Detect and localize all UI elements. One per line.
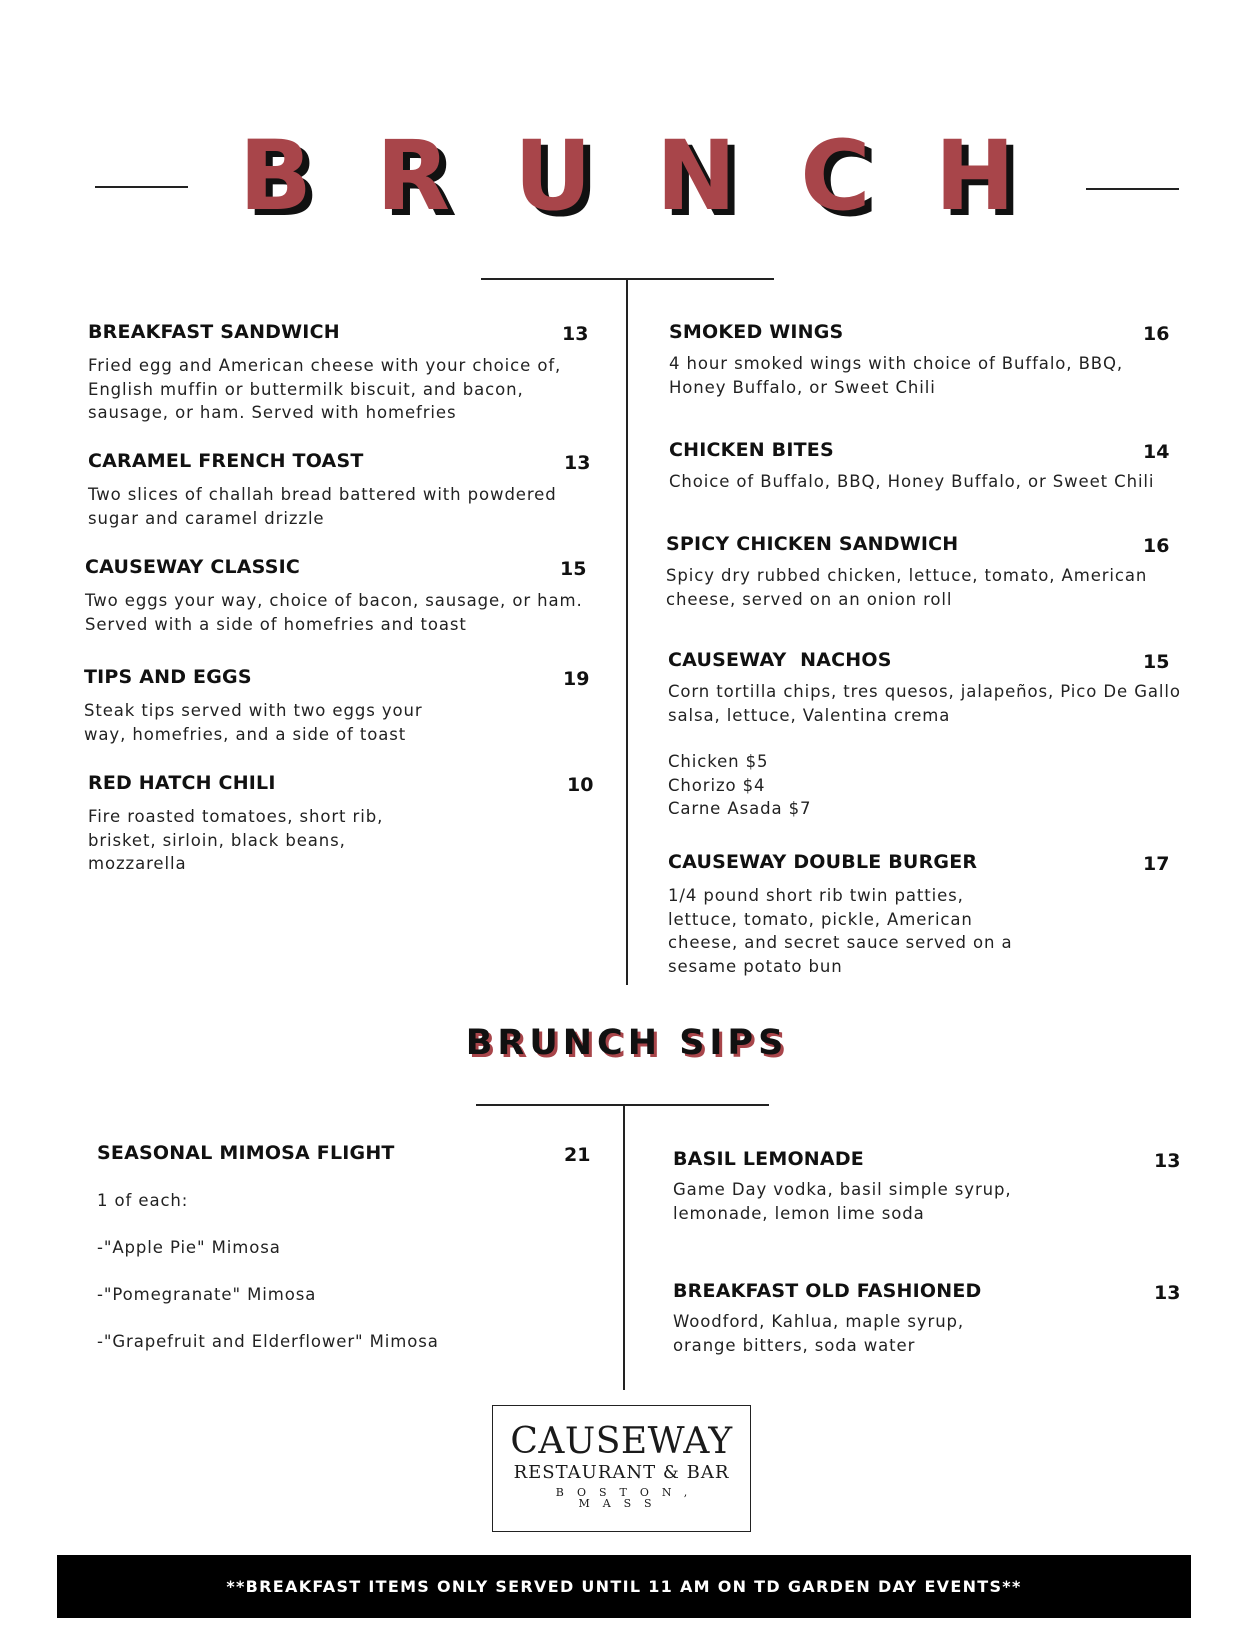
item-name: BREAKFAST OLD FASHIONED bbox=[673, 1280, 982, 1302]
menu-item-breakfast-old-fashioned bbox=[673, 1279, 1183, 1357]
item-description: Two slices of challah bread battered with powdered sugar and caramel drizzle bbox=[88, 485, 557, 528]
item-price: 14 bbox=[1143, 441, 1170, 463]
item-description: Woodford, Kahlua, maple syrup, orange bitters, soda water bbox=[673, 1312, 965, 1355]
menu-item-causeway-nachos bbox=[668, 648, 1188, 821]
food-column-divider bbox=[626, 279, 628, 985]
item-name: CAUSEWAY DOUBLE BURGER bbox=[668, 851, 978, 873]
menu-item-causeway-double-burger bbox=[668, 850, 1178, 978]
menu-item-red-hatch-chili bbox=[88, 771, 594, 876]
nacho-addons: Chicken $5 Chorizo $4 Carne Asada $7 bbox=[668, 752, 812, 818]
flight-option: -"Pomegranate" Mimosa bbox=[97, 1285, 317, 1304]
menu-item-spicy-chicken-sandwich bbox=[666, 532, 1176, 611]
menu-item-breakfast-sandwich bbox=[88, 320, 588, 425]
item-price: 13 bbox=[1154, 1282, 1181, 1304]
item-name: CARAMEL FRENCH TOAST bbox=[88, 450, 364, 472]
restaurant-logo bbox=[492, 1405, 751, 1532]
item-description: 1/4 pound short rib twin patties, lettuce, tomato, pickle, American cheese, and secret sauce served on a sesame potato bun bbox=[668, 886, 1013, 976]
item-name: RED HATCH CHILI bbox=[88, 772, 276, 794]
page-title: BRUNCH bbox=[238, 120, 1080, 232]
item-name: SMOKED WINGS bbox=[669, 321, 844, 343]
item-price: 15 bbox=[1143, 651, 1170, 673]
menu-item-caramel-french-toast bbox=[88, 449, 591, 530]
item-price: 13 bbox=[564, 452, 591, 474]
item-price: 15 bbox=[560, 558, 587, 580]
item-name: SEASONAL MIMOSA FLIGHT bbox=[97, 1142, 395, 1164]
item-price: 13 bbox=[562, 323, 589, 345]
logo-location: BOSTON, MASS bbox=[555, 1486, 701, 1510]
item-name: TIPS AND EGGS bbox=[84, 666, 252, 688]
menu-item-seasonal-mimosa-flight bbox=[97, 1141, 597, 1165]
item-description: Steak tips served with two eggs your way, homefries, and a side of toast bbox=[84, 701, 423, 744]
logo-subtitle: RESTAURANT & BAR bbox=[513, 1462, 730, 1483]
item-price: 21 bbox=[564, 1144, 591, 1166]
item-description: Game Day vodka, basil simple syrup, lemonade, lemon lime soda bbox=[673, 1180, 1012, 1223]
item-description: Corn tortilla chips, tres quesos, jalapeños, Pico De Gallo salsa, lettuce, Valentina crema bbox=[668, 682, 1181, 725]
item-description: Choice of Buffalo, BBQ, Honey Buffalo, or Sweet Chili bbox=[669, 472, 1155, 491]
item-price: 16 bbox=[1143, 323, 1170, 345]
flight-option: -"Grapefruit and Elderflower" Mimosa bbox=[97, 1332, 439, 1351]
flight-intro: 1 of each: bbox=[97, 1191, 189, 1210]
item-price: 16 bbox=[1143, 535, 1170, 557]
item-description: Fried egg and American cheese with your choice of, English muffin or buttermilk biscuit, and bacon, sausage, or ham. Served with homefries bbox=[88, 356, 562, 422]
item-name: CAUSEWAY CLASSIC bbox=[85, 556, 301, 578]
item-description: Two eggs your way, choice of bacon, sausage, or ham. Served with a side of homefries and toast bbox=[85, 591, 583, 634]
menu-item-tips-and-eggs bbox=[84, 665, 590, 746]
item-price: 19 bbox=[563, 668, 590, 690]
item-description: 4 hour smoked wings with choice of Buffalo, BBQ, Honey Buffalo, or Sweet Chili bbox=[669, 354, 1124, 397]
flight-option: -"Apple Pie" Mimosa bbox=[97, 1238, 281, 1257]
sips-title: BRUNCH SIPS bbox=[465, 1023, 789, 1063]
item-price: 13 bbox=[1154, 1150, 1181, 1172]
title-right-rule bbox=[1086, 188, 1179, 190]
menu-item-chicken-bites bbox=[669, 438, 1179, 494]
menu-item-smoked-wings bbox=[669, 320, 1179, 399]
menu-item-causeway-classic bbox=[85, 555, 585, 636]
item-name: CHICKEN BITES bbox=[669, 439, 834, 461]
item-name: BASIL LEMONADE bbox=[673, 1148, 864, 1170]
sips-column-divider bbox=[623, 1105, 625, 1390]
item-description: Fire roasted tomatoes, short rib, brisket, sirloin, black beans, mozzarella bbox=[88, 807, 384, 873]
footer-notice: **BREAKFAST ITEMS ONLY SERVED UNTIL 11 AM ON TD GARDEN DAY EVENTS** bbox=[57, 1555, 1191, 1618]
item-name: BREAKFAST SANDWICH bbox=[88, 321, 340, 343]
logo-name: CAUSEWAY bbox=[510, 1421, 733, 1462]
item-name: SPICY CHICKEN SANDWICH bbox=[666, 533, 959, 555]
item-price: 10 bbox=[567, 774, 594, 796]
menu-item-basil-lemonade bbox=[673, 1147, 1183, 1225]
item-name: CAUSEWAY NACHOS bbox=[668, 649, 892, 671]
item-description: Spicy dry rubbed chicken, lettuce, tomato, American cheese, served on an onion roll bbox=[666, 566, 1148, 609]
item-price: 17 bbox=[1143, 853, 1170, 875]
